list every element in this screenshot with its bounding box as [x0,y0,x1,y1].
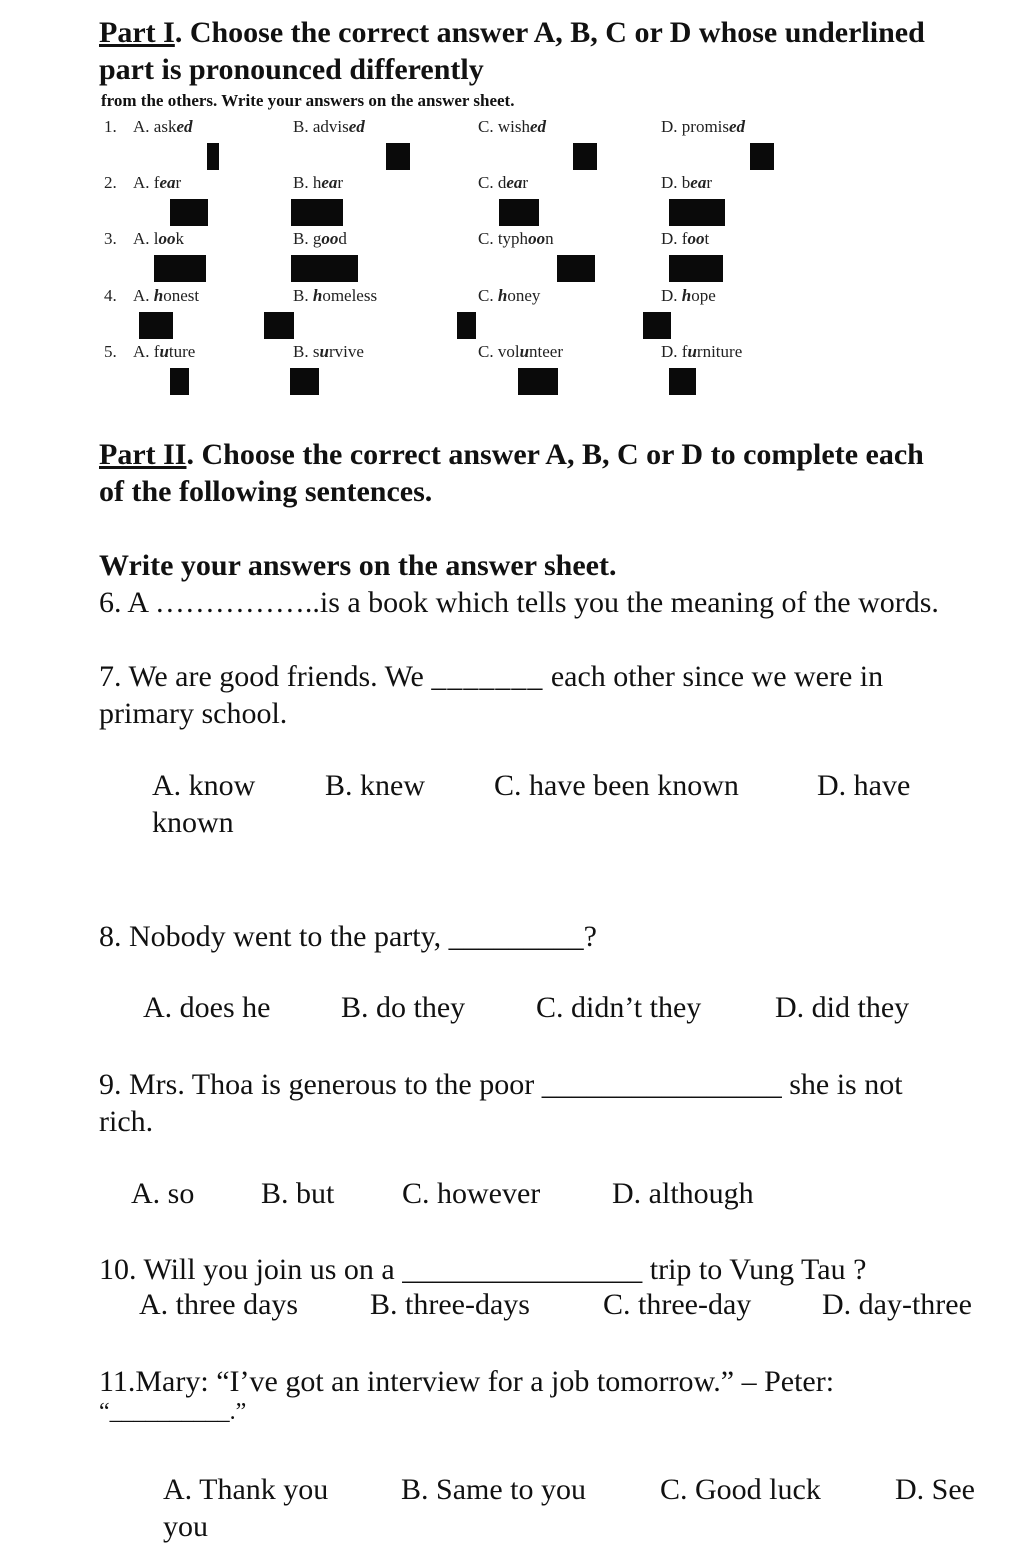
part1-title-line2: part is pronounced differently [99,53,484,86]
part1-q3-option-a [133,229,184,249]
pronunciation-mark: ed [348,117,365,136]
option-text: C. vol [478,342,520,361]
part1-question-number: 5. [104,342,117,361]
option-text: r [337,173,344,192]
redaction-block [669,199,725,226]
option-text: r [175,173,182,192]
pronunciation-mark: ea [690,173,707,192]
question-7-text: 7. We are good friends. We [99,660,432,693]
q7-option-a: A. know [152,769,256,802]
q9-option-d: D. although [612,1177,754,1210]
redaction-block [207,143,219,170]
question-10-end: trip to Vung Tau ? [642,1253,867,1286]
q9-option-c: C. however [402,1177,541,1210]
redaction-block [669,368,696,395]
redaction-block [170,199,208,226]
option-text: ture [168,342,196,361]
pronunciation-mark: h [312,286,323,305]
part1-q2-option-a [133,173,181,193]
option-text: C. [478,286,498,305]
q10-option-a: A. three days [139,1288,299,1321]
q11-option-a: A. Thank you [163,1473,329,1506]
option-text: C. typh [478,229,529,248]
q7-option-b: B. knew [325,769,425,802]
option-text: r [706,173,712,192]
option-text: A. f [133,173,160,192]
option-text: d [338,229,347,248]
option-text: D. [661,286,682,305]
question-7-line1 [99,658,883,695]
q8-option-a: A. does he [143,991,271,1024]
part1-q2-option-b [293,173,343,193]
option-text: D. promis [661,117,729,136]
redaction-block [264,312,294,339]
pronunciation-mark: u [687,342,697,361]
part1-q2-option-d [661,173,712,193]
pronunciation-mark: u [319,342,329,361]
redaction-block [291,255,358,282]
pronunciation-mark: ea [506,173,523,192]
q11-option-c: C. Good luck [660,1473,821,1506]
answer-blank: ________________ [541,1068,782,1101]
q9-option-b: B. but [261,1177,335,1210]
option-text: B. s [293,342,320,361]
part1-q5-option-d [661,342,742,362]
q11-option-d-wrap: you [163,1510,208,1543]
pronunciation-mark: u [159,342,169,361]
part2-title-rest: . Choose the correct answer A, B, C or D to complete each [186,438,924,471]
q8-option-b: B. do they [341,991,466,1024]
part1-q3-option-b [293,229,347,249]
redaction-block [499,199,539,226]
pronunciation-mark: ed [529,117,547,136]
part1-question-number: 2. [104,173,117,192]
answer-blank: ________________ [402,1253,643,1286]
part1-title-rest: . Choose the correct answer A, B, C or D whose underlined [174,16,925,49]
option-text: oney [507,286,541,305]
option-text: rniture [696,342,743,361]
pronunciation-mark: oo [321,229,339,248]
part2-title-underlined: Part II [99,438,187,471]
part1-q1-option-b [293,117,365,137]
q8-option-d: D. did they [775,991,910,1024]
q11-option-d: D. See [895,1473,975,1506]
part1-q3-option-c [478,229,554,249]
option-text: C. d [478,173,507,192]
redaction-block [518,368,558,395]
redaction-block [290,368,319,395]
part1-title [99,14,925,51]
option-text: B. [293,286,313,305]
option-text: D. b [661,173,691,192]
redaction-block [386,143,410,170]
option-text: t [704,229,710,248]
part2-instruction: Write your answers on the answer sheet. [99,549,617,582]
question-9-text: 9. Mrs. Thoa is generous to the poor [99,1068,542,1101]
q10-option-b: B. three-days [370,1288,530,1321]
part1-q4-option-c [478,286,540,306]
redaction-block [573,143,597,170]
pronunciation-mark: oo [687,229,705,248]
question-10-text: 10. Will you join us on a [99,1253,403,1286]
option-text: n [545,229,554,248]
pronunciation-mark: h [497,286,508,305]
redaction-block [291,199,343,226]
option-text: rvive [328,342,364,361]
part1-q1-option-a [133,117,193,137]
question-9-line1 [99,1066,903,1103]
option-text: D. f [661,342,688,361]
option-text: A. f [133,342,160,361]
option-text: A. l [133,229,159,248]
part1-q5-option-c [478,342,563,362]
part1-q1-option-d [661,117,745,137]
part2-title-line2: of the following sentences. [99,475,433,508]
pronunciation-mark: ea [321,173,338,192]
pronunciation-mark: u [519,342,530,361]
part1-q4-option-d [661,286,716,306]
question-9-line2: rich. [99,1105,154,1138]
question-11-line1: 11.Mary: “I’ve got an interview for a job tomorrow.” – Peter: [99,1365,835,1398]
option-text: k [175,229,184,248]
question-7-text-end: each other since we were in [543,660,884,693]
part1-subtitle: from the others. Write your answers on the answer sheet. [101,91,515,110]
pronunciation-mark: ea [159,173,176,192]
pronunciation-mark: oo [528,229,546,248]
question-8-text: 8. Nobody went to the party, [99,920,449,953]
question-8 [99,918,597,955]
redaction-block [669,255,723,282]
question-7-line2: primary school. [99,697,288,730]
question-11-line2: “__________.” [99,1399,247,1425]
redaction-block [170,368,189,395]
redaction-block [643,312,671,339]
redaction-block [154,255,206,282]
option-text: omeless [322,286,378,305]
q9-option-a: A. so [131,1177,195,1210]
option-text: nteer [529,342,564,361]
part1-q4-option-a [133,286,199,306]
part1-q3-option-d [661,229,709,249]
answer-blank: _______ [431,660,544,693]
pronunciation-mark: h [681,286,692,305]
q10-option-c: C. three-day [603,1288,752,1321]
option-text: A. [133,286,154,305]
option-text: B. advis [293,117,349,136]
pronunciation-mark: ed [729,117,746,136]
q7-option-c: C. have been known [494,769,739,802]
q11-option-b: B. Same to you [401,1473,586,1506]
part1-q1-option-c [478,117,546,137]
part1-q2-option-c [478,173,528,193]
q8-option-c: C. didn’t they [536,991,702,1024]
q7-option-d: D. have [817,769,911,802]
option-text: C. wish [478,117,530,136]
pronunciation-mark: h [153,286,164,305]
option-text: A. ask [133,117,177,136]
part1-question-number: 3. [104,229,117,248]
pronunciation-mark: ed [176,117,193,136]
option-text: D. f [661,229,688,248]
option-text: ope [691,286,716,305]
question-9-text-end: she is not [781,1068,903,1101]
redaction-block [750,143,774,170]
part2-title [99,436,924,473]
part1-question-number: 1. [104,117,117,136]
option-text: onest [163,286,200,305]
pronunciation-mark: oo [158,229,176,248]
redaction-block [557,255,595,282]
redaction-block [139,312,173,339]
redaction-block [457,312,476,339]
part1-q4-option-b [293,286,377,306]
q7-option-d-wrap: known [152,806,234,839]
option-text: B. h [293,173,322,192]
option-text: r [522,173,529,192]
q10-option-d: D. day-three [822,1288,972,1321]
part1-question-number: 4. [104,286,117,305]
option-text: B. g [293,229,322,248]
answer-blank: _________ [448,920,584,953]
question-6: 6. A ……………..is a book which tells you the meaning of the words. [99,586,939,619]
question-8-end: ? [583,920,597,953]
part1-q5-option-b [293,342,364,362]
part1-title-underlined: Part I [99,16,175,49]
question-10 [99,1251,866,1288]
part1-q5-option-a [133,342,195,362]
